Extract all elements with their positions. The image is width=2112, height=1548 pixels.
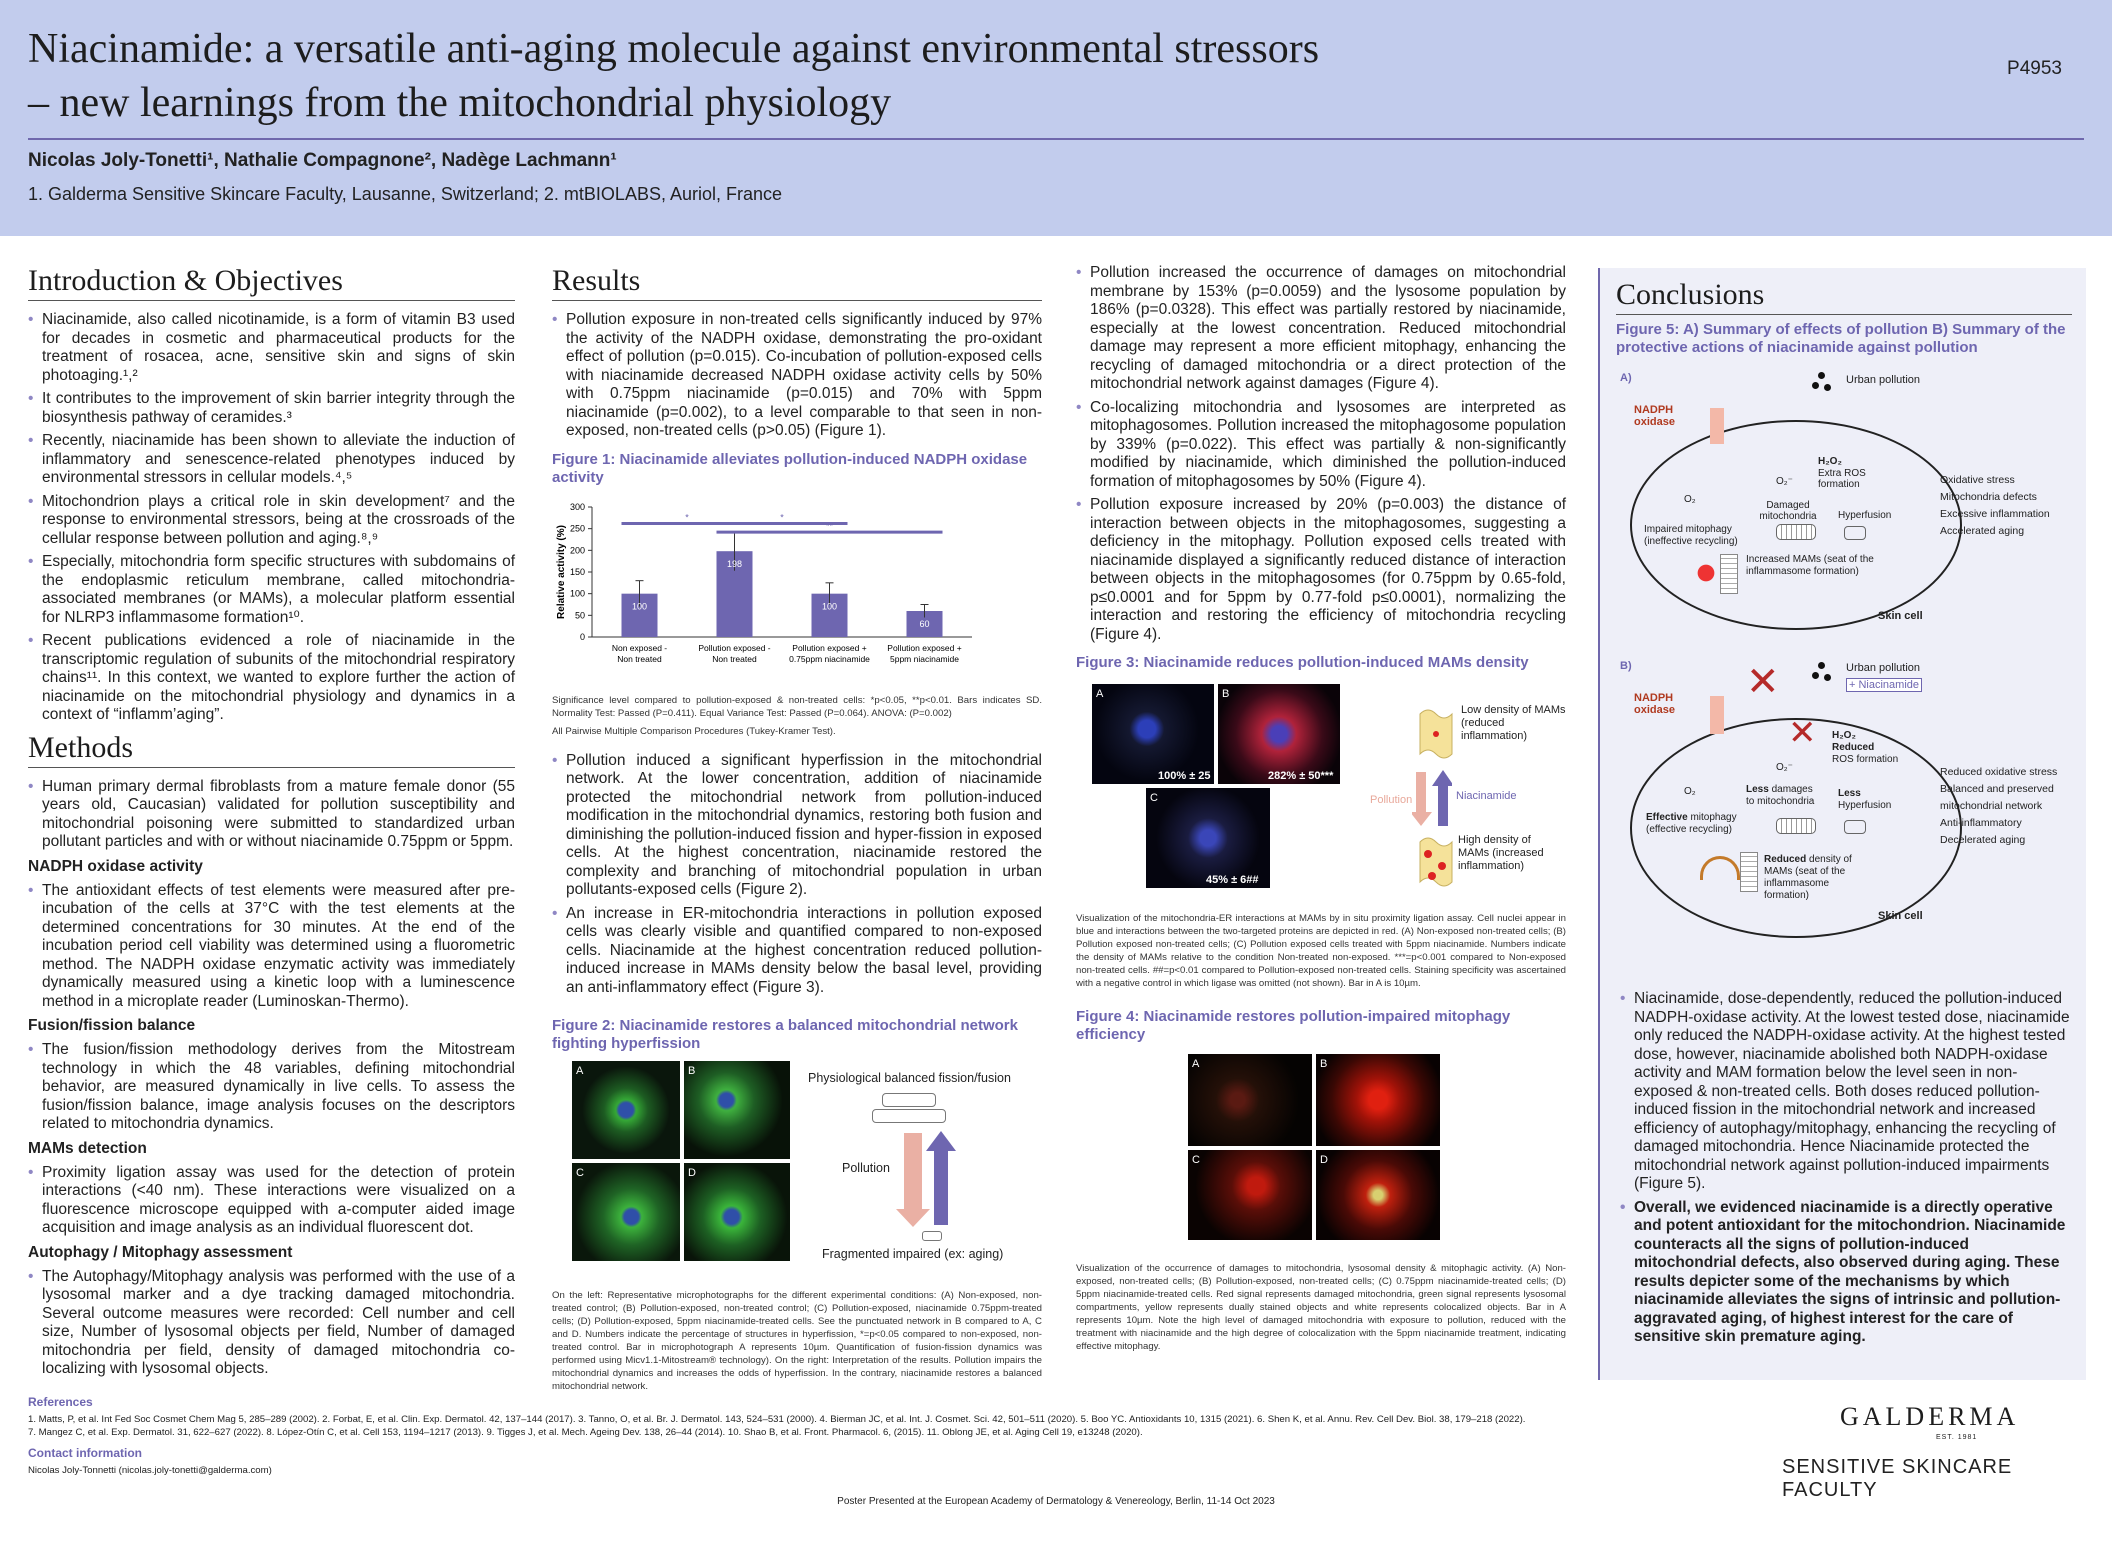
fusion-subtitle: Fusion/fission balance (28, 1017, 196, 1034)
cross-mark-icon: ✕ (1746, 660, 1780, 704)
urban-pollution-label: Urban pollution (1846, 662, 1920, 674)
intro-bullet: • Recently, niacinamide has been shown to alleviate the induction of inflammatory and senescence-related phenotypes induced by environmental stressors in cellular models.⁴,⁵ (28, 432, 515, 488)
y-tick-label: 100 (569, 588, 585, 599)
o2-label: O₂ (1684, 786, 1696, 797)
conclusions-list (1620, 990, 2072, 1352)
conclusion-bullet-2: • Overall, we evidenced niacinamide is a directly operative and potent antioxidant for the mitochondrion. Niacinamide counteracts all the signs of pollution-induced mitochondrial defects, also observed during aging. These results depicter some of the mechanisms by which niacinamide alleviates the signs of intrinsic and pollution-aggravated aging, of highest interest for the care of sensitive skin premature aging. (1620, 1199, 2072, 1347)
results-bullet-2: • Pollution induced a significant hyperfission in the mitochondrial network. At the lower concentration, addition of niacinamide protected the mitochondrial network from pollution-induced modification in the mitochondrial dynamics, restoring both fusion and diminishing the pollution-induced fission and hyper-fission in exposed cells. At the highest concentration, niacinamide restored the complexity and branching of mitochondrial population in urban pollutants-exposed cells (Figure 2). (552, 752, 1042, 900)
header-banner (0, 0, 2112, 236)
mitochondrion-icon (1776, 818, 1816, 834)
effect-item: Balanced and preserved mitochondrial network (1940, 783, 2054, 812)
results-bullet-1: • Pollution exposure in non-treated cells significantly induced by 97% the activity of the NADPH oxidase, demonstrating the pro-oxidant effect of pollution (p=0.015). Co-incubation of pollution-exposed cells with niacinamide decreased NADPH oxidase activity cells by 50% with 0.75ppm niacinamide (p=0.015) and 70% with 5ppm niacinamide (p=0.002), to a level comparable to that seen in non-exposed, non-treated cells (p>0.05) (Figure 1). (552, 311, 1042, 441)
mito-network-icon (872, 1109, 946, 1123)
methods-bullet: • Human primary dermal fibroblasts from a mature female donor (55 years old, Caucasian) validated for pollution susceptibility and mitochondrial poisoning were submitted to standardized urban pollutant particles and with or without niacinamide 0.75ppm or 5ppm. (28, 778, 515, 852)
intro-bullet: • Mitochondrion plays a critical role in skin development⁷ and the response to environmental stressors, being at the crossroads of the cellular response between pollution and aging.⁸,⁹ (28, 493, 515, 549)
x-tick-label: Pollution exposed + (887, 642, 962, 653)
figure2-pollution-label: Pollution (842, 1161, 890, 1175)
figure3-low-density-label: Low density of MAMs (reduced inflammation) (1461, 704, 1566, 742)
pollution-particles-icon (1812, 372, 1836, 396)
panel-a-label: A) (1620, 372, 1632, 384)
intro-bullet: • Recent publications evidenced a role of niacinamide in the transcriptomic regulation of subunits of the mitochondrial respiratory chains¹¹. In this context, we wanted to explore further the action of niacinamide on the mitochondrial physiology and dynamics in a context of “inflamm’aging”. (28, 632, 515, 725)
plus-niacinamide-label: + Niacinamide (1846, 678, 1922, 692)
faculty-name: SENSITIVE SKINCARE FACULTY (1782, 1456, 2013, 1501)
skin-cell-label: Skin cell (1878, 610, 1923, 622)
figure3-pollution-label: Pollution (1370, 794, 1413, 806)
references (28, 1396, 1588, 1477)
figure4-panel-a: A (1188, 1054, 1312, 1146)
hyperfusion-label: Hyperfusion (1838, 510, 1892, 521)
er-mito-low-icon (1416, 704, 1456, 764)
x-tick-label: 0.75ppm niacinamide (789, 653, 870, 664)
up-down-arrows-icon (896, 1129, 956, 1229)
bar-value-label: 198 (726, 558, 743, 569)
reduced-mams-bold: Reduced (1764, 854, 1807, 865)
less-label: Less (1746, 784, 1769, 795)
skin-cell-label: Skin cell (1878, 910, 1923, 922)
fusion-text: • The fusion/fission methodology derives from the Mitostream technology in which the 48 variables, defining mitochondrial behavior, are measured dynamically in live cells. To assess the fusion/fission balance, image analysis focuses on the descriptors related to mitochondria dynamics. (28, 1041, 515, 1134)
figure3-title: Figure 3: Niacinamide reduces pollution-induced MAMs density (1076, 654, 1529, 671)
footer-presented: Poster Presented at the European Academy of Dermatology & Venereology, Berlin, 11-14 Oct 2023 (837, 1496, 1275, 1507)
figure3 (1076, 684, 1566, 894)
column-results-2 (1076, 264, 1566, 1353)
figure3-panel-a: A 100% ± 25 (1092, 684, 1214, 784)
nadph-oxidase-icon (1710, 408, 1724, 444)
results-bullet-3: • An increase in ER-mitochondria interactions in pollution exposed cells was clearly visible and quantified compared to non-exposed cells. Niacinamide at the highest concentration reduced pollution-induced increase in MAMs density below the basal level, providing an anti-inflammatory effect (Figure 3). (552, 905, 1042, 998)
y-tick-label: 50 (574, 609, 585, 620)
intro-heading: Introduction & Objectives (28, 264, 515, 301)
pollution-effects-list (1940, 472, 2050, 540)
column-results (552, 264, 1042, 1393)
effect-item: Reduced oxidative stress (1940, 766, 2058, 778)
figure1-note: Significance level compared to pollution-exposed & non-treated cells: *p<0.05, **p<0.01. Bars indicates SD. Normality Test: Passed (P=0.411). Equal Variance Test: Passed (P=0.064). ANOVA: (P=0.002) (552, 694, 1042, 719)
column-intro-methods (28, 264, 515, 1384)
y-tick-label: 200 (569, 544, 585, 555)
mitochondrion-icon (1776, 524, 1816, 540)
figure2-panel-c: C (572, 1163, 680, 1261)
poster-title: Niacinamide: a versatile anti-aging molecule against environmental stressors – new learnings from the mitochondrial physiology (28, 26, 1320, 126)
figure4-title: Figure 4: Niacinamide restores pollution-impaired mitophagy efficiency (1076, 1008, 1511, 1043)
pollution-particles-icon (1812, 662, 1836, 686)
effective-recycling-label: (effective recycling) (1646, 824, 1732, 835)
damaged-mito-label: Damaged mitochondria (1759, 500, 1817, 522)
intro-bullet: • Niacinamide, also called nicotinamide, is a form of vitamin B3 used for decades in cosmetic and pharmaceutical products for the treatment of rosacea, acne, sensitive skin and signs of skin photoaging.¹,² (28, 311, 515, 385)
bar-value-label: 100 (821, 601, 838, 612)
poster-code: P4953 (2007, 58, 2062, 79)
superoxide-label: O₂⁻ (1776, 762, 1793, 773)
results-bullet-4: • Pollution increased the occurrence of damages on mitochondrial membrane by 153% (p=0.0059) and the lysosome population by 186% (p=0.0328). This effect was partially restored by niacinamide, especially at the lowest concentration. Reduced mitochondrial damage may represent a more efficient mitophagy, enhancing the recycling of damaged mitochondria or a direct protection of the mitochondrial network against damages (Figure 4). (1076, 264, 1566, 394)
results-bullet-6: • Pollution exposure increased by 20% (p=0.003) the distance of interaction between objects in the mitophagosomes, suggesting a deficiency in the mitophagy. Pollution exposed cells treated with niacinamide displayed a significantly reduced distance of interaction between objects in the mitophagosomes (for 0.75ppm by 0.65-fold, p≤0.0001 and for 5ppm by 0.77-fold p≤0.0001), normalizing the interaction and restoring the efficiency of mitochondria recycling (Figure 4). (1076, 496, 1566, 644)
hyperfusion-label: Hyperfusion (1838, 800, 1892, 811)
bar-value-label: 100 (631, 601, 648, 612)
effect-item: Excessive inflammation (1940, 508, 2050, 520)
mito-fragment-icon (922, 1231, 942, 1241)
superoxide-label: O₂⁻ (1776, 476, 1793, 487)
figure4 (1076, 1054, 1566, 1240)
intro-list (28, 311, 515, 725)
cross-mark-icon: ✕ (1788, 714, 1817, 752)
x-tick-label: Pollution exposed + (792, 642, 867, 653)
significance-label: ** (825, 520, 834, 531)
bar-value-label: 60 (919, 618, 930, 629)
figure3-niacinamide-label: Niacinamide (1456, 790, 1517, 802)
inflammasome-icon (1692, 550, 1720, 596)
effect-item: Oxidative stress (1940, 474, 2015, 486)
h2o2-label: H₂O₂ (1818, 456, 1842, 467)
authors: Nicolas Joly-Tonetti¹, Nathalie Compagnone², Nadège Lachmann¹ (28, 150, 617, 171)
figure2-panel-a: A (572, 1061, 680, 1159)
figure5-panel-a (1600, 364, 2088, 644)
h2o2-label: H₂O₂ (1832, 730, 1856, 741)
mams-subtitle: MAMs detection (28, 1139, 147, 1157)
figure2-caption: On the left: Representative microphotographs for the different experimental conditions: (A) Non-exposed, non-treated control; (B) Pollution-exposed, non-treated control; (C) Pollution-exposed, niacinamide 0.75ppm-treated cells; (D) Pollution-exposed, 5ppm niacinamide-treated cells. See the punctuated network in B compared to A, C and D. Numbers indicate the percentage of structures in hyperfission, *=p<0.05 compared to non-exposed, non-treated control. Bar in microphotograph A represents 10µm. Quantification of fusion-fission dynamics was performed using Micv1.1-Mitostream® technology). On the right: Interpretation of the results. Pollution impairs the mitochondrial dynamics and increases the odds of hyperfission. In the contrary, niacinamide restores a balanced mitochondrial network. (552, 1290, 1042, 1392)
effect-item: Accelerated aging (1940, 525, 2025, 537)
figure1-title: Figure 1: Niacinamide alleviates pollution-induced NADPH oxidase activity (552, 450, 1028, 486)
contact-title: Contact information (28, 1446, 142, 1460)
figure3-high-density-label: High density of MAMs (increased inflammation) (1458, 834, 1544, 872)
x-tick-label: Non treated (617, 653, 662, 664)
figure2 (552, 1061, 1042, 1261)
mitochondrion-icon (1844, 820, 1866, 834)
nadph-subtitle: NADPH oxidase activity (28, 857, 203, 875)
up-down-arrows-icon (1412, 768, 1452, 828)
nadph-text: • The antioxidant effects of test elements were measured after pre-incubation of the cells at 37°C with the test elements at the determined concentrations for 30 minutes. At the end of the incubation period cell viability was determined using a fluorometric method. The NADPH oxidase enzymatic activity was immediately dynamically measured using a kinetic loop with a luminescence method in a microplate reader (Luminoskan-Thermo). (28, 882, 515, 1012)
significance-label: * (685, 511, 689, 522)
y-tick-label: 150 (569, 566, 585, 577)
nadph-label: NADPH oxidase (1634, 692, 1675, 716)
y-tick-label: 250 (569, 523, 585, 534)
protective-effects-list (1940, 764, 2086, 849)
effect-item: Decelerated aging (1940, 834, 2026, 846)
contact-email[interactable]: Nicolas Joly-Tonnetti (nicolas.joly-tonetti@galderma.com) (28, 1465, 272, 1476)
y-tick-label: 300 (569, 501, 585, 512)
conclusion-bullet-1: • Niacinamide, dose-dependently, reduced the pollution-induced NADPH-oxidase activity. At the lowest tested dose, niacinamide only reduced the NADPH-oxidase activity. At the highest tested dose, however, niacinamide abolished both NADPH-oxidase activity and MAM formation below the level seen in non-exposed & non-treated cells. Both doses reduced pollution-induced fission in the mitochondrial network and increased efficiency of autophagy/mitophagy, enhancing the recycling of damaged mitochondria. Hence Niacinamide protected the mitochondrial network against pollution-induced impairments (Figure 5). (1620, 990, 2072, 1194)
figure4-panel-d: D (1316, 1150, 1440, 1240)
extra-ros-label: Extra ROS formation (1818, 468, 1866, 490)
conclusions-panel (1598, 268, 2086, 1380)
figure4-panel-b: B (1316, 1054, 1440, 1146)
galderma-logo: GALDERMA (1840, 1402, 2020, 1431)
nadph-label: NADPH oxidase (1634, 404, 1675, 428)
figure3-panel-b: B 282% ± 50*** (1218, 684, 1340, 784)
reduced-mams-label: density of MAMs (seat of the inflammasome formation) (1764, 854, 1852, 901)
x-tick-label: 5ppm niacinamide (890, 653, 959, 664)
increased-mams-label: Increased MAMs (seat of the inflammasome formation) (1746, 554, 1874, 577)
figure1-note2: All Pairwise Multiple Comparison Procedures (Tukey-Kramer Test). (552, 725, 836, 737)
figure3-caption: Visualization of the mitochondria-ER interactions at MAMs by in situ proximity ligation assay. Cell nuclei appear in blue and interactions between the two-targeted proteins are depicted in red. (A) Non-exposed non-treated cells; (B) Pollution exposed non-treated cells; (C) Pollution exposed cells treated with 5ppm niacinamide. Numbers indicate the density of MAMs relative to the condition Non-treated non-exposed. ***=p<0.001 compared to Non-exposed non-treated cells. ##=p<0.01 compared to Pollution-exposed non-treated cells. Staining specificity was ascertained with a negative control in which ligase was omitted (not shown). Bar in A is 10µm. (1076, 913, 1566, 989)
figure5-panel-b (1600, 656, 2088, 956)
references-line-2: 7. Mangez C, et al. Exp. Dermatol. 31, 622–627 (2022). 8. López-Otín C, et al. Cell 153, 1194–1217 (2013). 9. Tigges J, et al. Mech. Ageing Dev. 138, 26–44 (2014). 10. Shao B, et al. Front. Pharmacol. 6, (2015). 11. Oblong JE, et al. Aging Cell 19, e13248 (2020). (28, 1427, 1143, 1438)
figure3-panel-c: C 45% ± 6## (1146, 788, 1270, 888)
urban-pollution-label: Urban pollution (1846, 374, 1920, 386)
ros-formation-label: ROS formation (1832, 754, 1899, 765)
autophagy-text: • The Autophagy/Mitophagy analysis was performed with the use of a lysosomal marker and a dye tracking damaged mitochondria. Several outcome measures were recorded: Cell number and cell size, Number of lysosomal objects per field, Number of damaged mitochondria per field, density of damaged mitochondria co-localizing with lysosomal objects. (28, 1268, 515, 1379)
less-hyperfusion-bold: Less (1838, 788, 1861, 799)
figure2-panel-d: D (684, 1163, 790, 1261)
logo-established: EST. 1981 (1936, 1434, 1978, 1441)
methods-heading: Methods (28, 731, 515, 768)
impaired-mitophagy-label: Impaired mitophagy (ineffective recycling) (1644, 524, 1738, 547)
results-heading: Results (552, 264, 1042, 301)
results-bullet-5: • Co-localizing mitochondria and lysosomes are interpreted as mitophagosomes. Pollution increased the mitophagosome population by 339% (p=0.022). This effect was partially & non-significantly modified by niacinamide, which diminished the pollution-induced formation of mitophagosomes by 50% (Figure 4). (1076, 399, 1566, 492)
affiliations: 1. Galderma Sensitive Skincare Faculty, Lausanne, Switzerland; 2. mtBIOLABS, Auriol, France (28, 184, 783, 204)
figure4-caption: Visualization of the occurrence of damages to mitochondria, lysosomal density & mitophagic activity. (A) Non-exposed, non-treated cells; (B) Pollution-exposed, non-treated cells; (C) 0.75ppm niacinamide-treated cells; (D) 5ppm niacinamide-treated cells. Red signal represents damaged mitochondria, green signal represents lysosomal compartments, yellow represents dually stained objects and white represents colocalized objects. Bar in A represents 10µm. Note the high level of damaged mitochondria with exposure to pollution, reduced with the treatment with niacinamide and the high degree of colocalization with the 5ppm niacinamide treatment, indicating effective mitophagy. (1076, 1263, 1566, 1352)
er-mito-high-icon (1416, 832, 1456, 892)
significance-label: * (780, 511, 784, 522)
damages-label: damages (1771, 784, 1813, 795)
autophagy-subtitle: Autophagy / Mitophagy assessment (28, 1243, 293, 1261)
conclusions-heading: Conclusions (1616, 278, 2072, 315)
er-icon (1740, 852, 1758, 892)
references-line-1: 1. Matts, P, et al. Int Fed Soc Cosmet Chem Mag 5, 285–289 (2002). 2. Forbat, E, et al. Clin. Exp. Dermatol. 42, 137–144 (2017). 3. Tanno, O, et al. Br. J. Dermatol. 143, 524–531 (2000). 4. Bierman JC, et al. Int. J. Cosmet. Sci. 42, 501–511 (2020). 5. Boo YC. Antioxidants 10, 1315 (2021). 6. Shen K, et al. Annu. Rev. Cell Dev. Biol. 38, 179–218 (2022). (28, 1414, 1526, 1425)
header-divider (28, 138, 2084, 140)
y-axis-label: Relative activity (%) (556, 524, 567, 619)
o2-label: O₂ (1684, 494, 1696, 505)
mito-network-icon (882, 1093, 936, 1107)
intro-bullet: • Especially, mitochondria form specific structures with subdomains of the endoplasmic reticulum membrane, called mitochondria-associated membranes (or MAMs), a molecular platform essential for NLRP3 inflammasome formation¹⁰. (28, 553, 515, 627)
x-tick-label: Non treated (712, 653, 757, 664)
figure2-fragmented-label: Fragmented impaired (ex: aging) (822, 1247, 1004, 1261)
figure2-panel-b: B (684, 1061, 790, 1159)
mams-text: • Proximity ligation assay was used for the detection of protein interactions (<40 nm). These interactions were visualized on a fluorescence microscope equipped with a-computer aided image acquisition and image analysis as an individual fluorescent dot. (28, 1164, 515, 1238)
x-tick-label: Non exposed - (611, 642, 668, 653)
y-tick-label: 0 (579, 631, 585, 642)
effective-label: Effective (1646, 812, 1688, 823)
references-title: References (28, 1395, 93, 1409)
effect-item: Anti-inflammatory (1940, 817, 2022, 829)
mitochondrion-icon (1844, 526, 1866, 540)
x-tick-label: Pollution exposed - (698, 642, 771, 653)
figure5-title: Figure 5: A) Summary of effects of pollution B) Summary of the protective actions of niacinamide against pollution (1616, 321, 2066, 356)
er-icon (1720, 554, 1738, 594)
mitophagy-label: mitophagy (1690, 812, 1737, 823)
figure2-title: Figure 2: Niacinamide restores a balanced mitochondrial network fighting hyperfission (552, 1017, 1018, 1052)
reduced-label: Reduced (1832, 742, 1875, 753)
figure1-bar-chart (552, 495, 1042, 685)
figure4-panel-c: C (1188, 1150, 1312, 1240)
intro-bullet: • It contributes to the improvement of skin barrier integrity through the biosynthesis pathway of ceramides.³ (28, 390, 515, 427)
effect-item: Mitochondria defects (1940, 491, 2037, 503)
figure2-physiological-label: Physiological balanced fission/fusion (808, 1071, 1011, 1085)
nadph-oxidase-icon (1710, 696, 1724, 734)
panel-b-label: B) (1620, 660, 1632, 672)
to-mitochondria-label: to mitochondria (1746, 796, 1815, 807)
